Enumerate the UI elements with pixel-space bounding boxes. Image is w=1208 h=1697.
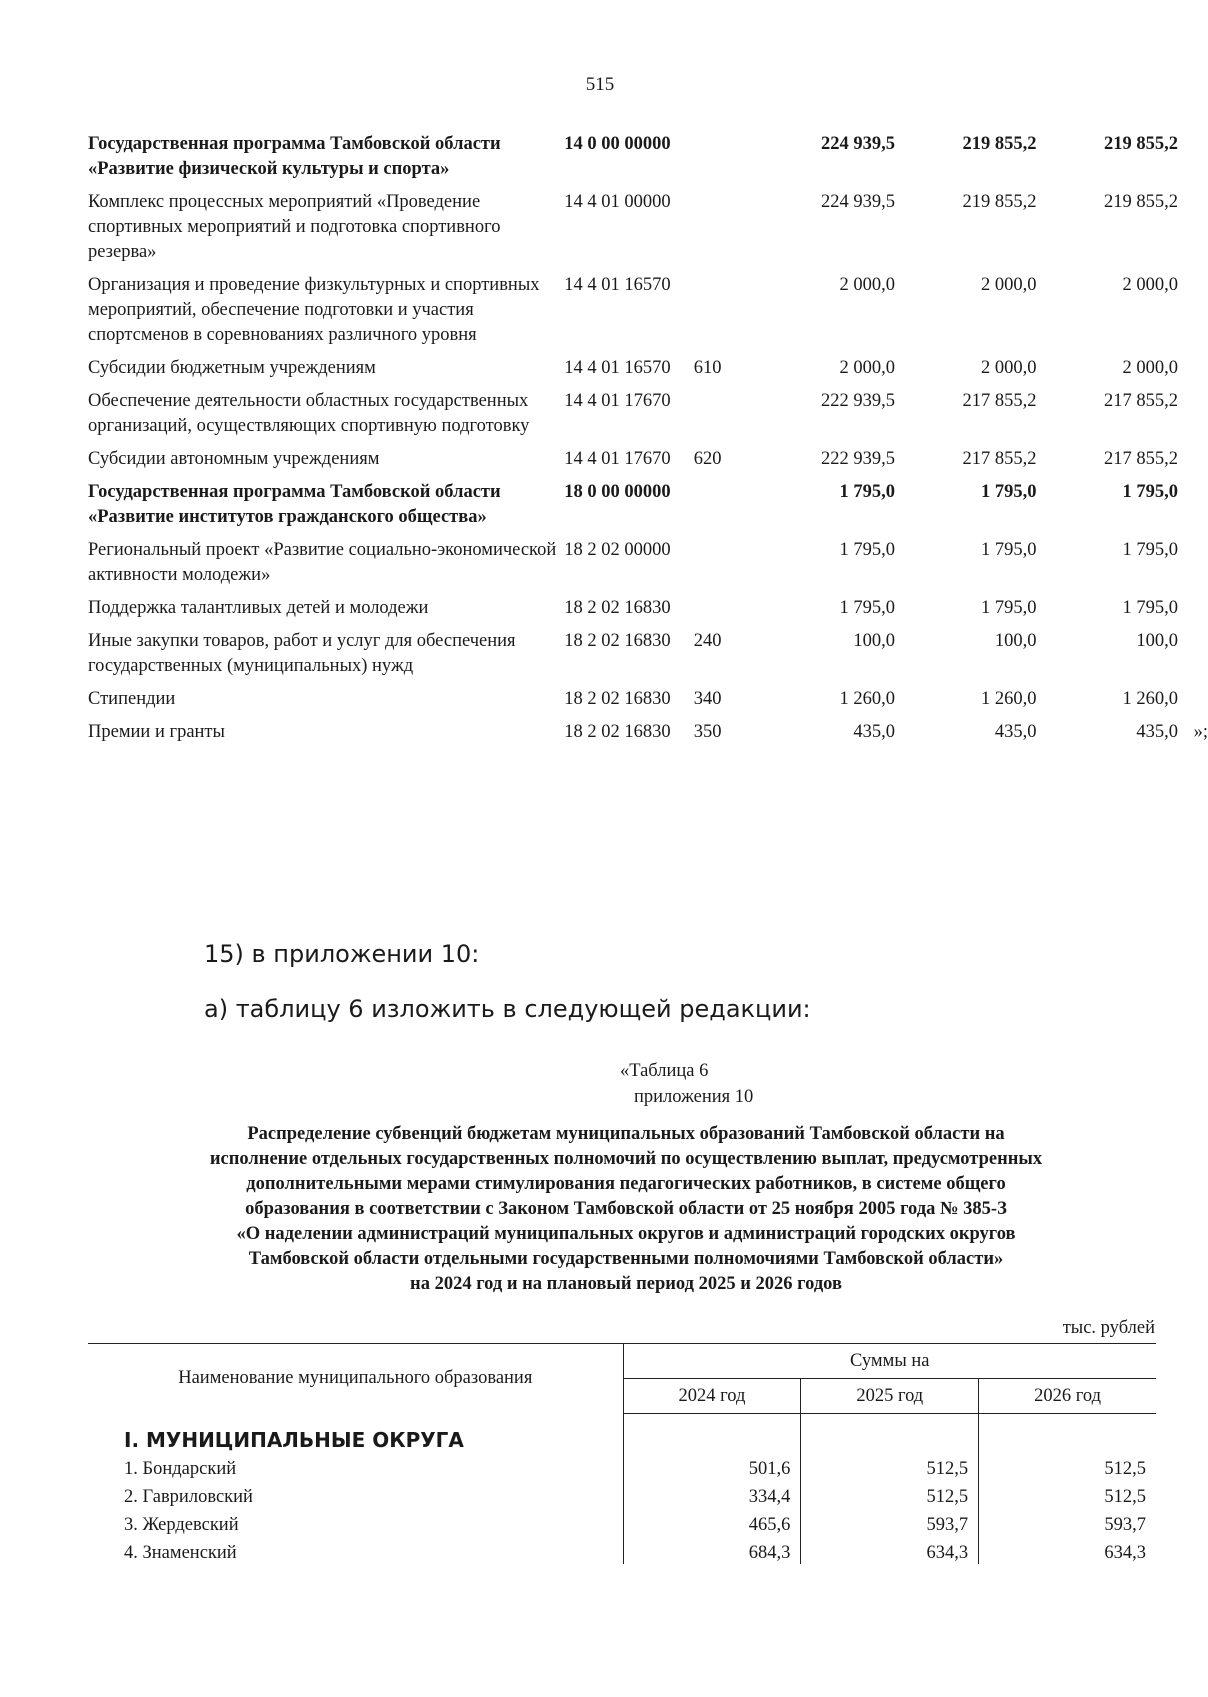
row-expense-type: 240 <box>693 631 722 651</box>
row-value-2024: 1 795,0 <box>839 598 896 618</box>
row-value-2026: 100,0 <box>1136 631 1178 651</box>
row-value-2025: 217 855,2 <box>962 391 1037 411</box>
row-name: Поддержка талантливых детей и молодежи <box>88 598 429 618</box>
row-name: Государственная программа Тамбовской области «Развитие физической культуры и спорта» <box>88 134 501 179</box>
municipality-value: 634,3 <box>801 1536 979 1564</box>
row-code: 18 2 02 00000 <box>564 540 671 560</box>
row-value-2025: 435,0 <box>994 722 1037 742</box>
row-code: 14 4 01 17670 <box>564 449 671 469</box>
municipality-value: 684,3 <box>623 1536 801 1564</box>
municipality-row <box>88 1480 1156 1508</box>
group-row <box>88 1414 1156 1453</box>
budget-row <box>88 480 1178 538</box>
row-name: Стипендии <box>88 689 176 709</box>
row-code: 14 4 01 00000 <box>564 192 671 212</box>
row-value-2025: 217 855,2 <box>962 449 1037 469</box>
header-year-2026: 2026 год <box>979 1379 1156 1414</box>
municipality-value: 512,5 <box>801 1480 979 1508</box>
municipality-name: 1. Бондарский <box>88 1452 623 1480</box>
row-value-2024: 1 795,0 <box>839 482 896 502</box>
row-value-2024: 222 939,5 <box>821 391 896 411</box>
municipality-value: 512,5 <box>1104 1459 1146 1479</box>
municipality-row <box>88 1508 1156 1536</box>
title-line: дополнительными мерами стимулирования педагогических работников, в системе общего <box>246 1174 1006 1194</box>
row-expense-type <box>694 273 754 356</box>
paragraph-a: а) таблицу 6 изложить в следующей редакции: <box>204 995 811 1023</box>
row-value-2024: 100,0 <box>853 631 896 651</box>
group-name: I. МУНИЦИПАЛЬНЫЕ ОКРУГА <box>88 1414 623 1453</box>
budget-row <box>88 687 1178 720</box>
row-value-2024: 2 000,0 <box>839 275 896 295</box>
row-name: Субсидии бюджетным учреждениям <box>88 358 376 378</box>
row-value-2025: 219 855,2 <box>962 192 1037 212</box>
municipality-row <box>88 1452 1156 1480</box>
municipality-name: 3. Жердевский <box>88 1508 623 1536</box>
municipality-name: 2. Гавриловский <box>88 1480 623 1508</box>
document-title <box>96 1122 1156 1297</box>
row-expense-type <box>694 190 754 273</box>
row-value-2026: 217 855,2 <box>1104 449 1178 469</box>
budget-row <box>88 356 1178 389</box>
table-reference <box>620 1058 753 1110</box>
municipality-value: 512,5 <box>801 1452 979 1480</box>
budget-row <box>88 629 1178 687</box>
row-value-2026: 219 855,2 <box>1104 192 1178 212</box>
row-code: 18 2 02 16830 <box>564 598 671 618</box>
budget-row <box>88 389 1178 447</box>
row-value-2025: 1 260,0 <box>981 689 1037 709</box>
budget-row <box>88 720 1178 753</box>
row-expense-type <box>694 538 754 596</box>
row-code: 14 4 01 16570 <box>564 275 671 295</box>
municipality-value: 334,4 <box>623 1480 801 1508</box>
municipality-value: 501,6 <box>623 1452 801 1480</box>
row-value-2025: 219 855,2 <box>962 134 1037 154</box>
row-value-2024: 224 939,5 <box>821 134 896 154</box>
row-value-2024: 1 795,0 <box>839 540 896 560</box>
row-expense-type <box>694 132 754 190</box>
table-reference-line-2: приложения 10 <box>634 1087 754 1107</box>
row-expense-type: 340 <box>693 689 722 709</box>
row-value-2026: 219 855,2 <box>1104 134 1178 154</box>
row-expense-type: 620 <box>693 449 722 469</box>
paragraph-15: 15) в приложении 10: <box>204 940 480 968</box>
row-name: Государственная программа Тамбовской области «Развитие институтов гражданского общества» <box>88 482 501 527</box>
subvention-table <box>88 1343 1156 1564</box>
municipality-row <box>88 1536 1156 1564</box>
row-value-2025: 1 795,0 <box>981 598 1037 618</box>
budget-row <box>88 596 1178 629</box>
title-line: на 2024 год и на плановый период 2025 и 2026 годов <box>410 1274 842 1294</box>
row-name: Субсидии автономным учреждениям <box>88 449 380 469</box>
unit-label: тыс. рублей <box>1062 1318 1155 1338</box>
row-code: 14 4 01 16570 <box>564 358 671 378</box>
row-value-2025: 2 000,0 <box>981 275 1037 295</box>
row-expense-type: 610 <box>693 358 722 378</box>
municipality-value: 465,6 <box>623 1508 801 1536</box>
budget-row <box>88 273 1178 356</box>
budget-row <box>88 190 1178 273</box>
row-value-2026: 1 795,0 <box>1122 482 1178 502</box>
page-number: 515 <box>585 74 615 95</box>
header-name: Наименование муниципального образования <box>88 1344 623 1414</box>
budget-row <box>88 538 1178 596</box>
row-code: 14 0 00 00000 <box>564 134 671 154</box>
title-line: Распределение субвенций бюджетам муниципальных образований Тамбовской области на <box>247 1124 1005 1144</box>
row-value-2026: 435,0 »; <box>1037 720 1179 753</box>
row-name: Обеспечение деятельности областных государственных организаций, осуществляющих спортивную подготовку <box>88 391 530 436</box>
title-line: Тамбовской области отдельными государственными полномочиями Тамбовской области» <box>248 1249 1004 1269</box>
row-expense-type <box>694 480 754 538</box>
row-expense-type: 350 <box>693 722 722 742</box>
row-value-2026: 217 855,2 <box>1104 391 1178 411</box>
row-value-2024: 224 939,5 <box>821 192 896 212</box>
row-value-2026: 1 260,0 <box>1122 689 1178 709</box>
row-value-2025: 100,0 <box>994 631 1037 651</box>
row-code: 18 2 02 16830 <box>564 631 671 651</box>
row-code: 18 2 02 16830 <box>564 689 671 709</box>
budget-row <box>88 447 1178 480</box>
row-value-2026: 1 795,0 <box>1122 540 1178 560</box>
row-value-2025: 1 795,0 <box>981 482 1037 502</box>
header-sums: Суммы на <box>623 1344 1156 1379</box>
row-code: 18 2 02 16830 <box>564 722 671 742</box>
row-value-2025: 1 795,0 <box>981 540 1037 560</box>
row-value-2024: 435,0 <box>853 722 896 742</box>
municipality-value: 593,7 <box>801 1508 979 1536</box>
row-value-2024: 2 000,0 <box>839 358 896 378</box>
municipality-value: 512,5 <box>1104 1487 1146 1507</box>
row-name: Комплекс процессных мероприятий «Проведение спортивных мероприятий и подготовка спортивного резерва» <box>88 192 501 262</box>
row-name: Организация и проведение физкультурных и спортивных мероприятий, обеспечение подготовки и участия спортсменов в соревнованиях различного уровня <box>88 275 540 345</box>
budget-row <box>88 132 1178 190</box>
row-name: Иные закупки товаров, работ и услуг для обеспечения государственных (муниципальных) нужд <box>88 631 516 676</box>
row-value-2026: 2 000,0 <box>1122 358 1178 378</box>
header-year-2024: 2024 год <box>623 1379 801 1414</box>
row-value-2025: 2 000,0 <box>981 358 1037 378</box>
row-value-2026: 1 795,0 <box>1122 598 1178 618</box>
municipality-name: 4. Знаменский <box>88 1536 623 1564</box>
row-expense-type <box>694 389 754 447</box>
row-code: 14 4 01 17670 <box>564 391 671 411</box>
municipality-value: 634,3 <box>1104 1543 1146 1563</box>
table-reference-line-1: «Таблица 6 <box>620 1061 709 1081</box>
row-name: Премии и гранты <box>88 722 225 742</box>
row-value-2024: 222 939,5 <box>821 449 896 469</box>
row-value-2024: 1 260,0 <box>839 689 896 709</box>
row-expense-type <box>694 596 754 629</box>
title-line: исполнение отдельных государственных полномочий по осуществлению выплат, предусмотренных <box>209 1149 1043 1169</box>
row-value-2026: 2 000,0 <box>1122 275 1178 295</box>
title-line: образования в соответствии с Законом Тамбовской области от 25 ноября 2005 года № 385-З <box>245 1199 1007 1219</box>
row-code: 18 0 00 00000 <box>564 482 671 502</box>
budget-table <box>88 132 1208 753</box>
row-name: Региональный проект «Развитие социально-экономической активности молодежи» <box>88 540 557 585</box>
closing-mark: »; <box>1193 722 1208 742</box>
header-year-2025: 2025 год <box>801 1379 979 1414</box>
title-line: «О наделении администраций муниципальных округов и администраций городских округов <box>236 1224 1016 1244</box>
municipality-value: 593,7 <box>1104 1515 1146 1535</box>
